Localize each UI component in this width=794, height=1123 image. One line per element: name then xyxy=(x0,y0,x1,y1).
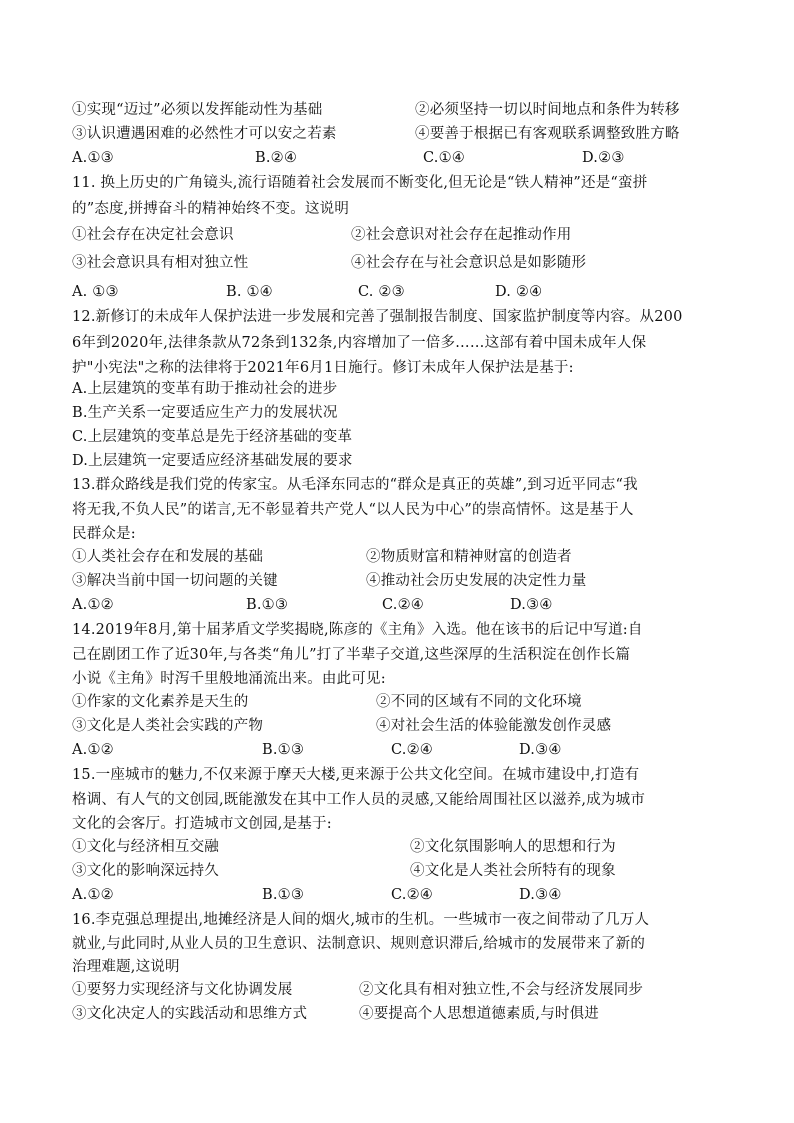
q10-choice-a[interactable]: A.①③ xyxy=(72,150,114,166)
q13-choice-b[interactable]: B.①③ xyxy=(246,597,289,613)
q16-option-2: ②文化具有相对独立性,不会与经济发展同步 xyxy=(359,982,644,998)
q13-option-4: ④推动社会历史发展的决定性力量 xyxy=(366,573,587,589)
q13-option-2: ②物质财富和精神财富的创造者 xyxy=(366,549,572,565)
q13-stem-line-3: 民群众是: xyxy=(72,526,136,542)
q14-choice-c[interactable]: C.②④ xyxy=(391,742,433,758)
q15-stem-line-3: 文化的会客厅。打造城市文创园,是基于: xyxy=(72,816,332,832)
q14-option-3: ③文化是人类社会实践的产物 xyxy=(72,718,264,734)
q13-choice-c[interactable]: C.②④ xyxy=(382,597,424,613)
q11-choice-a[interactable]: A. ①③ xyxy=(72,284,119,300)
q13-stem-line-2: 将无我,不负人民”的诺言,无不彰显着共产党人“以人民为中心”的崇高情怀。这是基于人 xyxy=(72,502,634,518)
q11-option-1: ①社会存在决定社会意识 xyxy=(72,227,234,243)
q10-choice-c[interactable]: C.①④ xyxy=(423,150,465,166)
q10-option-3: ③认识遭遇困难的必然性才可以安之若素 xyxy=(72,126,337,142)
q13-stem-line-1: 13.群众路线是我们党的传家宝。从毛泽东同志的“群众是真正的英雄”,到习近平同志“我 xyxy=(72,477,638,493)
q15-option-4: ④文化是人类社会所特有的现象 xyxy=(410,863,616,879)
q11-stem-line-2: 的”态度,拼搏奋斗的精神始终不变。这说明 xyxy=(72,201,350,217)
q12-stem-line-1: 12.新修订的未成年人保护法进一步发展和完善了强制报告制度、国家监护制度等内容。从200 xyxy=(72,309,683,325)
q13-choice-a[interactable]: A.①② xyxy=(72,597,114,613)
q13-option-3: ③解决当前中国一切问题的关键 xyxy=(72,573,278,589)
q10-option-1: ①实现“迈过”必须以发挥能动性为基础 xyxy=(72,102,323,118)
q14-option-4: ④对社会生活的体验能激发创作灵感 xyxy=(376,718,612,734)
q12-option-c[interactable]: C.上层建筑的变革总是先于经济基础的变革 xyxy=(72,429,353,445)
q11-option-4: ④社会存在与社会意识总是如影随形 xyxy=(351,255,587,271)
q10-choice-b[interactable]: B.②④ xyxy=(255,150,298,166)
q12-option-d[interactable]: D.上层建筑一定要适应经济基础发展的要求 xyxy=(72,453,353,469)
q12-stem-line-3: 护"小宪法"之称的法律将于2021年6月1日施行。修订未成年人保护法是基于: xyxy=(72,360,574,376)
q11-option-3: ③社会意识具有相对独立性 xyxy=(72,255,249,271)
q12-option-a[interactable]: A.上层建筑的变革有助于推动社会的进步 xyxy=(72,381,338,397)
q15-choice-b[interactable]: B.①③ xyxy=(262,887,305,903)
q11-stem-line-1: 11. 换上历史的广角镜头,流行语随着社会发展而不断变化,但无论是“铁人精神”还是“蛮拼 xyxy=(72,175,648,191)
q15-choice-d[interactable]: D.③④ xyxy=(519,887,562,903)
q11-choice-b[interactable]: B. ①④ xyxy=(226,284,273,300)
q15-option-2: ②文化氛围影响人的思想和行为 xyxy=(410,839,616,855)
q15-option-3: ③文化的影响深远持久 xyxy=(72,863,219,879)
q15-option-1: ①文化与经济相互交融 xyxy=(72,839,219,855)
q11-choice-c[interactable]: C. ②③ xyxy=(358,284,405,300)
q13-choice-d[interactable]: D.③④ xyxy=(510,597,553,613)
q16-option-3: ③文化决定人的实践活动和思维方式 xyxy=(72,1006,308,1022)
q14-choice-b[interactable]: B.①③ xyxy=(262,742,305,758)
q16-stem-line-2: 就业,与此同时,从业人员的卫生意识、法制意识、规则意识滞后,给城市的发展带来了新的 xyxy=(72,936,646,952)
q10-option-2: ②必须坚持一切以时间地点和条件为转移 xyxy=(415,102,680,118)
q15-choice-c[interactable]: C.②④ xyxy=(391,887,433,903)
q11-option-2: ②社会意识对社会存在起推动作用 xyxy=(351,227,572,243)
q14-choice-d[interactable]: D.③④ xyxy=(519,742,562,758)
q15-stem-line-2: 格调、有人气的文创园,既能激发在其中工作人员的灵感,又能给周围社区以滋养,成为城市 xyxy=(72,792,646,808)
q13-option-1: ①人类社会存在和发展的基础 xyxy=(72,549,264,565)
q16-option-4: ④要提高个人思想道德素质,与时俱进 xyxy=(359,1006,600,1022)
q12-stem-line-2: 6年到2020年,法律条款从72条到132条,内容增加了一倍多……这部有着中国未成年人保 xyxy=(72,335,647,351)
q14-stem-line-1: 14.2019年8月,第十届茅盾文学奖揭晓,陈彦的《主角》入选。他在该书的后记中写道:自 xyxy=(72,622,643,638)
q16-stem-line-1: 16.李克强总理提出,地摊经济是人间的烟火,城市的生机。一些城市一夜之间带动了几万人 xyxy=(72,912,650,928)
q16-stem-line-3: 治理难题,这说明 xyxy=(72,959,180,975)
q11-choice-d[interactable]: D. ②④ xyxy=(495,284,543,300)
q15-stem-line-1: 15.一座城市的魅力,不仅来源于摩天大楼,更来源于公共文化空间。在城市建设中,打造有 xyxy=(72,767,640,783)
q12-option-b[interactable]: B.生产关系一定要适应生产力的发展状况 xyxy=(72,405,338,421)
q10-option-4: ④要善于根据已有客观联系调整致胜方略 xyxy=(415,126,680,142)
q14-option-1: ①作家的文化素养是天生的 xyxy=(72,694,249,710)
q14-stem-line-2: 己在剧团工作了近30年,与各类“角儿”打了半辈子交道,这些深厚的生活积淀在创作长篇 xyxy=(72,647,631,663)
q15-choice-a[interactable]: A.①② xyxy=(72,887,114,903)
q14-stem-line-3: 小说《主角》时泻千里般地涌流出来。由此可见: xyxy=(72,671,386,687)
q16-option-1: ①要努力实现经济与文化协调发展 xyxy=(72,982,293,998)
q14-choice-a[interactable]: A.①② xyxy=(72,742,114,758)
q10-choice-d[interactable]: D.②③ xyxy=(582,150,625,166)
q14-option-2: ②不同的区域有不同的文化环境 xyxy=(376,694,582,710)
